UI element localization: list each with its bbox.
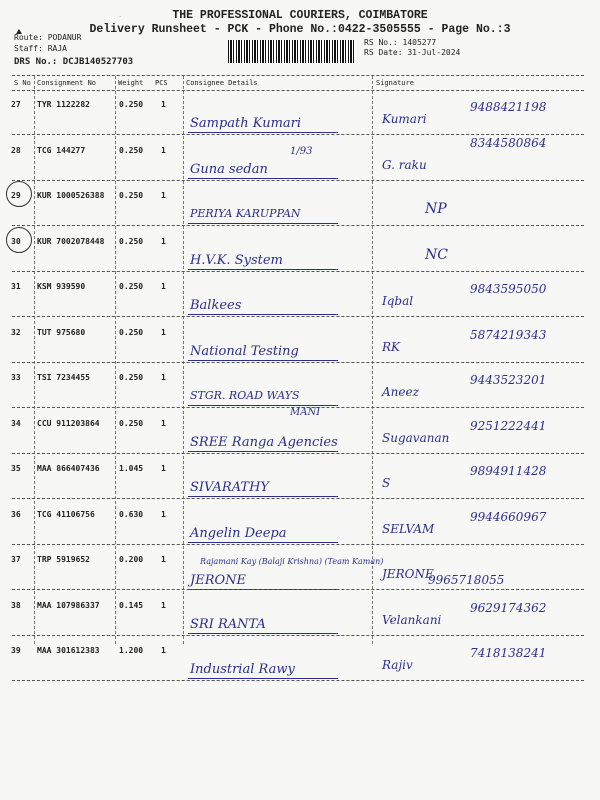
- row-pcs: 1: [161, 191, 166, 200]
- row-pcs: 1: [161, 100, 166, 109]
- phone-handwriting: 8344580864: [470, 135, 547, 150]
- row-sno: 27: [11, 100, 21, 109]
- row-consignment: TSI 7234455: [37, 373, 90, 382]
- row-consignment: TCG 144277: [37, 145, 86, 155]
- phone-handwriting: 7418138241: [470, 646, 547, 660]
- row-pcs: 1: [161, 464, 166, 473]
- phone-handwriting: 9629174362: [470, 600, 547, 615]
- underline-stroke: [188, 496, 338, 497]
- consignee-note: 1/93: [290, 145, 313, 157]
- row-divider: [12, 271, 584, 272]
- consignee-handwriting: Balkees: [190, 298, 242, 313]
- row-weight: 1.045: [119, 464, 144, 473]
- table-row: [0, 324, 600, 370]
- consignee-handwriting: Angelin Deepa: [190, 525, 287, 541]
- consignee-handwriting: SIVARATHY: [190, 480, 269, 495]
- row-sno: 30: [11, 236, 21, 246]
- underline-stroke: [188, 633, 338, 634]
- phone-handwriting: 9443523201: [470, 373, 547, 387]
- underline-stroke: [188, 269, 338, 270]
- row-divider: [12, 362, 584, 363]
- table-row: [0, 233, 600, 279]
- row-pcs: 1: [161, 600, 166, 610]
- consignee-handwriting: H.V.K. System: [190, 252, 283, 268]
- row-weight: 0.250: [119, 418, 144, 428]
- underline-stroke: [188, 178, 338, 179]
- row-consignment: KUR 1000526388: [37, 191, 105, 200]
- header-bottom-border: [12, 90, 584, 91]
- rs-date: RS Date: 31-Jul-2024: [364, 48, 461, 57]
- col-header-weight: Weight: [118, 79, 144, 87]
- consignee-handwriting: Industrial Rawy: [190, 662, 295, 677]
- consignee-handwriting: National Testing: [190, 343, 299, 359]
- row-consignment: MAA 301612383: [37, 646, 100, 655]
- row-sno: 39: [11, 646, 21, 655]
- route-label: Route: PODANUR: [14, 33, 82, 42]
- signature-handwriting: RK: [382, 339, 400, 354]
- row-sno: 31: [11, 282, 21, 291]
- consignee-handwriting: Guna sedan: [190, 161, 268, 177]
- row-sno: 35: [11, 464, 21, 473]
- barcode: [228, 40, 356, 63]
- signature-handwriting: Sugavanan: [382, 430, 450, 445]
- row-weight: 0.200: [119, 555, 144, 564]
- row-weight: 0.250: [119, 236, 144, 246]
- phone-handwriting: 9894911428: [470, 464, 547, 478]
- signature-handwriting: Velankani: [382, 612, 442, 627]
- drs-number: DRS No.: DCJB140527703: [14, 57, 134, 67]
- staff-label: Staff: RAJA: [14, 44, 67, 53]
- row-weight: 0.250: [119, 373, 144, 382]
- row-weight: 0.145: [119, 600, 144, 610]
- row-consignment: CCU 911203864: [37, 418, 100, 428]
- row-sno: 38: [11, 600, 21, 610]
- underline-stroke: [188, 360, 338, 361]
- row-weight: 0.250: [119, 145, 144, 155]
- row-sno: 29: [11, 191, 21, 200]
- row-pcs: 1: [161, 327, 166, 337]
- row-divider: [12, 225, 584, 226]
- row-consignment: TCG 41106756: [37, 509, 95, 519]
- consignee-note: MANI: [290, 406, 321, 418]
- row-sno: 36: [11, 509, 21, 519]
- row-consignment: KUR 7002078448: [37, 236, 105, 246]
- row-pcs: 1: [161, 646, 166, 655]
- row-divider: [12, 498, 584, 499]
- signature-handwriting: NP: [425, 201, 447, 217]
- signature-handwriting: NC: [425, 246, 448, 263]
- row-consignment: TUT 975680: [37, 327, 86, 337]
- table-row: [0, 460, 600, 506]
- row-pcs: 1: [161, 555, 166, 564]
- table-row: [0, 135, 600, 188]
- col-header-consignee: Consignee Details: [186, 79, 258, 87]
- row-divider: [12, 453, 584, 454]
- row-pcs: 1: [161, 373, 166, 382]
- table-row: [0, 642, 600, 688]
- row-consignment: KSM 939590: [37, 282, 86, 291]
- col-header-pcs: PCS: [155, 79, 168, 87]
- underline-stroke: [188, 132, 338, 133]
- row-divider: [12, 180, 584, 181]
- phone-handwriting: 9843595050: [470, 282, 547, 296]
- underline-stroke: [188, 451, 338, 452]
- row-pcs: 1: [161, 418, 166, 428]
- paper-speck: ·: [118, 13, 123, 21]
- consignee-handwriting: SREE Ranga Agencies: [190, 434, 338, 450]
- phone-handwriting: 9944660967: [470, 509, 547, 524]
- rs-number: RS No.: 1405277: [364, 38, 437, 47]
- consignee-handwriting: Sampath Kumari: [190, 116, 302, 131]
- consignee-handwriting: STGR. ROAD WAYS: [190, 389, 300, 402]
- row-pcs: 1: [161, 236, 166, 246]
- row-pcs: 1: [161, 145, 166, 155]
- row-weight: 0.250: [119, 282, 144, 291]
- row-sno: 34: [11, 418, 21, 428]
- table-row: [0, 187, 600, 233]
- row-divider: [12, 316, 584, 317]
- col-header-sno: S No: [14, 79, 31, 87]
- row-weight: 0.250: [119, 191, 144, 200]
- col-header-consignment: Consignment No: [37, 79, 97, 87]
- row-divider: [12, 635, 584, 636]
- signature-handwriting: S: [382, 476, 391, 490]
- signature-handwriting: Aneez: [382, 385, 419, 399]
- runsheet-subtitle: Delivery Runsheet - PCK - Phone No.:0422-3505555 - Page No.:3: [89, 23, 511, 36]
- row-weight: 0.630: [119, 509, 144, 519]
- consignee-handwriting: SRI RANTA: [190, 616, 266, 632]
- row-weight: 0.250: [119, 100, 144, 109]
- row-consignment: MAA 866407436: [37, 464, 100, 473]
- row-consignment: TRP 5919652: [37, 555, 90, 564]
- table-row: [0, 506, 600, 552]
- signature-handwriting: JERONE: [382, 567, 434, 581]
- phone-handwriting: 9251222441: [470, 418, 547, 433]
- table-row: [0, 278, 600, 324]
- signature-handwriting: Iqbal: [382, 294, 414, 308]
- consignee-handwriting: PERIYA KARUPPAN: [190, 207, 301, 220]
- row-weight: 1.200: [119, 646, 144, 655]
- row-divider: [12, 680, 584, 681]
- row-sno: 32: [11, 327, 21, 337]
- row-sno: 28: [11, 145, 21, 155]
- underline-stroke: [188, 223, 338, 224]
- signature-handwriting: SELVAM: [382, 521, 435, 536]
- underline-stroke: [188, 314, 338, 315]
- phone-handwriting: 9965718055: [428, 573, 505, 587]
- row-divider: [12, 544, 584, 545]
- consignee-note: Rajamani Kay (Balaji Krishna) (Team Kaman): [200, 557, 384, 566]
- table-row: [0, 551, 600, 597]
- table-top-border: [12, 75, 584, 76]
- row-divider: [12, 589, 584, 590]
- underline-stroke: [188, 542, 338, 543]
- signature-handwriting: Rajiv: [382, 658, 413, 672]
- row-pcs: 1: [161, 282, 166, 291]
- underline-stroke: [188, 678, 338, 679]
- company-title: THE PROFESSIONAL COURIERS, COIMBATORE: [172, 9, 428, 22]
- row-pcs: 1: [161, 509, 166, 519]
- consignee-handwriting: JERONE: [190, 573, 247, 588]
- table-row: [0, 406, 600, 461]
- row-consignment: TYR 1122282: [37, 100, 90, 109]
- phone-handwriting: 5874219343: [470, 327, 547, 342]
- signature-handwriting: G. raku: [382, 157, 427, 172]
- row-consignment: MAA 107986337: [37, 600, 100, 610]
- row-sno: 37: [11, 555, 21, 564]
- col-header-signature: Signature: [376, 79, 414, 87]
- phone-handwriting: 9488421198: [470, 100, 547, 114]
- table-row: [0, 597, 600, 643]
- row-weight: 0.250: [119, 327, 144, 337]
- signature-handwriting: Kumari: [382, 112, 427, 126]
- row-sno: 33: [11, 373, 21, 382]
